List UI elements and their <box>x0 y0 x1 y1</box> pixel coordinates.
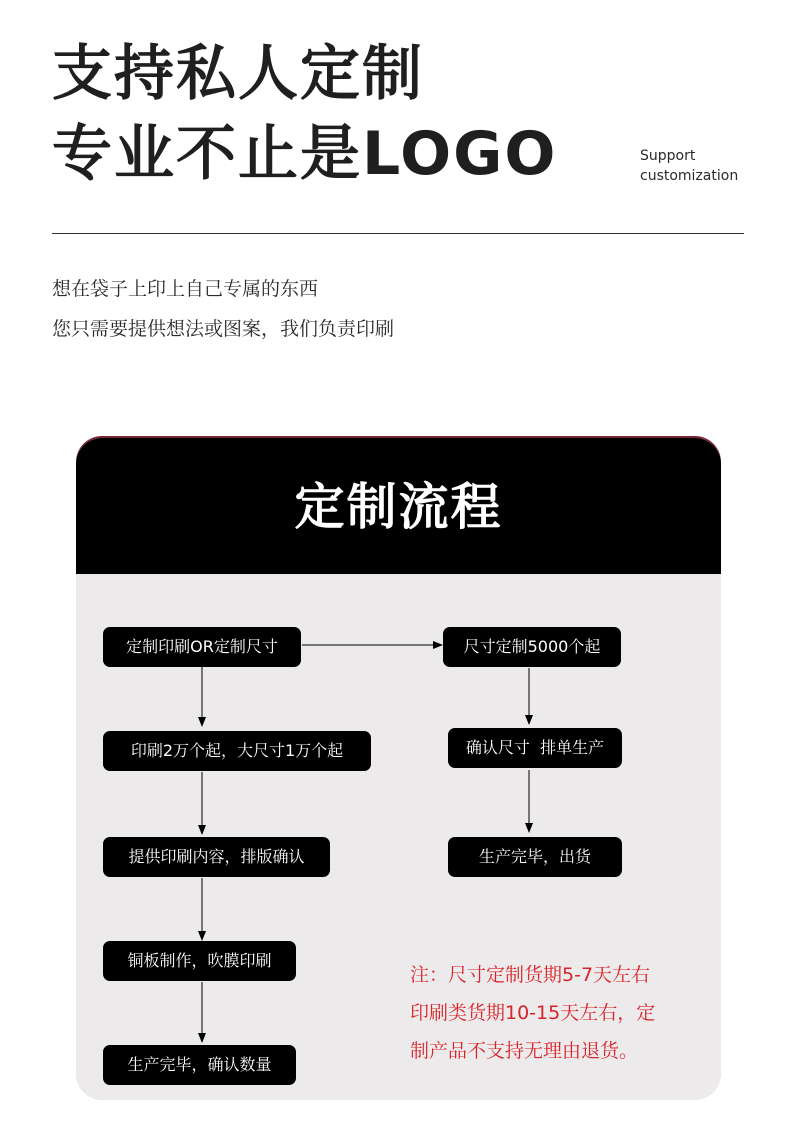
delivery-note-line-2: 印刷类货期10-15天左右，定 <box>410 1002 656 1024</box>
headline-line-1: 支持私人定制 <box>52 39 424 109</box>
intro-line-1: 想在袋子上印上自己专属的东西 <box>52 278 319 300</box>
process-title: 定制流程 <box>294 478 503 536</box>
english-tagline-line-2: customization <box>640 168 739 184</box>
headline-line-2: 专业不止是LOGO <box>52 119 558 189</box>
divider <box>52 233 744 234</box>
delivery-note <box>410 956 710 1070</box>
delivery-note-line-1: 注：尺寸定制货期5-7天左右 <box>410 964 651 986</box>
left-step-5: 生产完毕，确认数量 <box>103 1045 296 1085</box>
left-step-3: 提供印刷内容，排版确认 <box>103 837 330 877</box>
right-step-3: 生产完毕，出货 <box>448 837 622 877</box>
left-step-2: 印刷2万个起，大尺寸1万个起 <box>103 731 371 771</box>
process-card <box>76 438 721 1100</box>
left-step-4: 铜板制作，吹膜印刷 <box>103 941 296 981</box>
right-step-2: 确认尺寸 排单生产 <box>448 728 622 768</box>
intro-line-2: 您只需要提供想法或图案，我们负责印刷 <box>52 318 395 340</box>
english-tagline-line-1: Support <box>640 148 696 164</box>
left-step-1: 定制印刷OR定制尺寸 <box>103 627 301 667</box>
right-step-1: 尺寸定制5000个起 <box>443 627 621 667</box>
english-tagline <box>640 146 738 186</box>
delivery-note-line-3: 制产品不支持无理由退货。 <box>410 1040 639 1062</box>
